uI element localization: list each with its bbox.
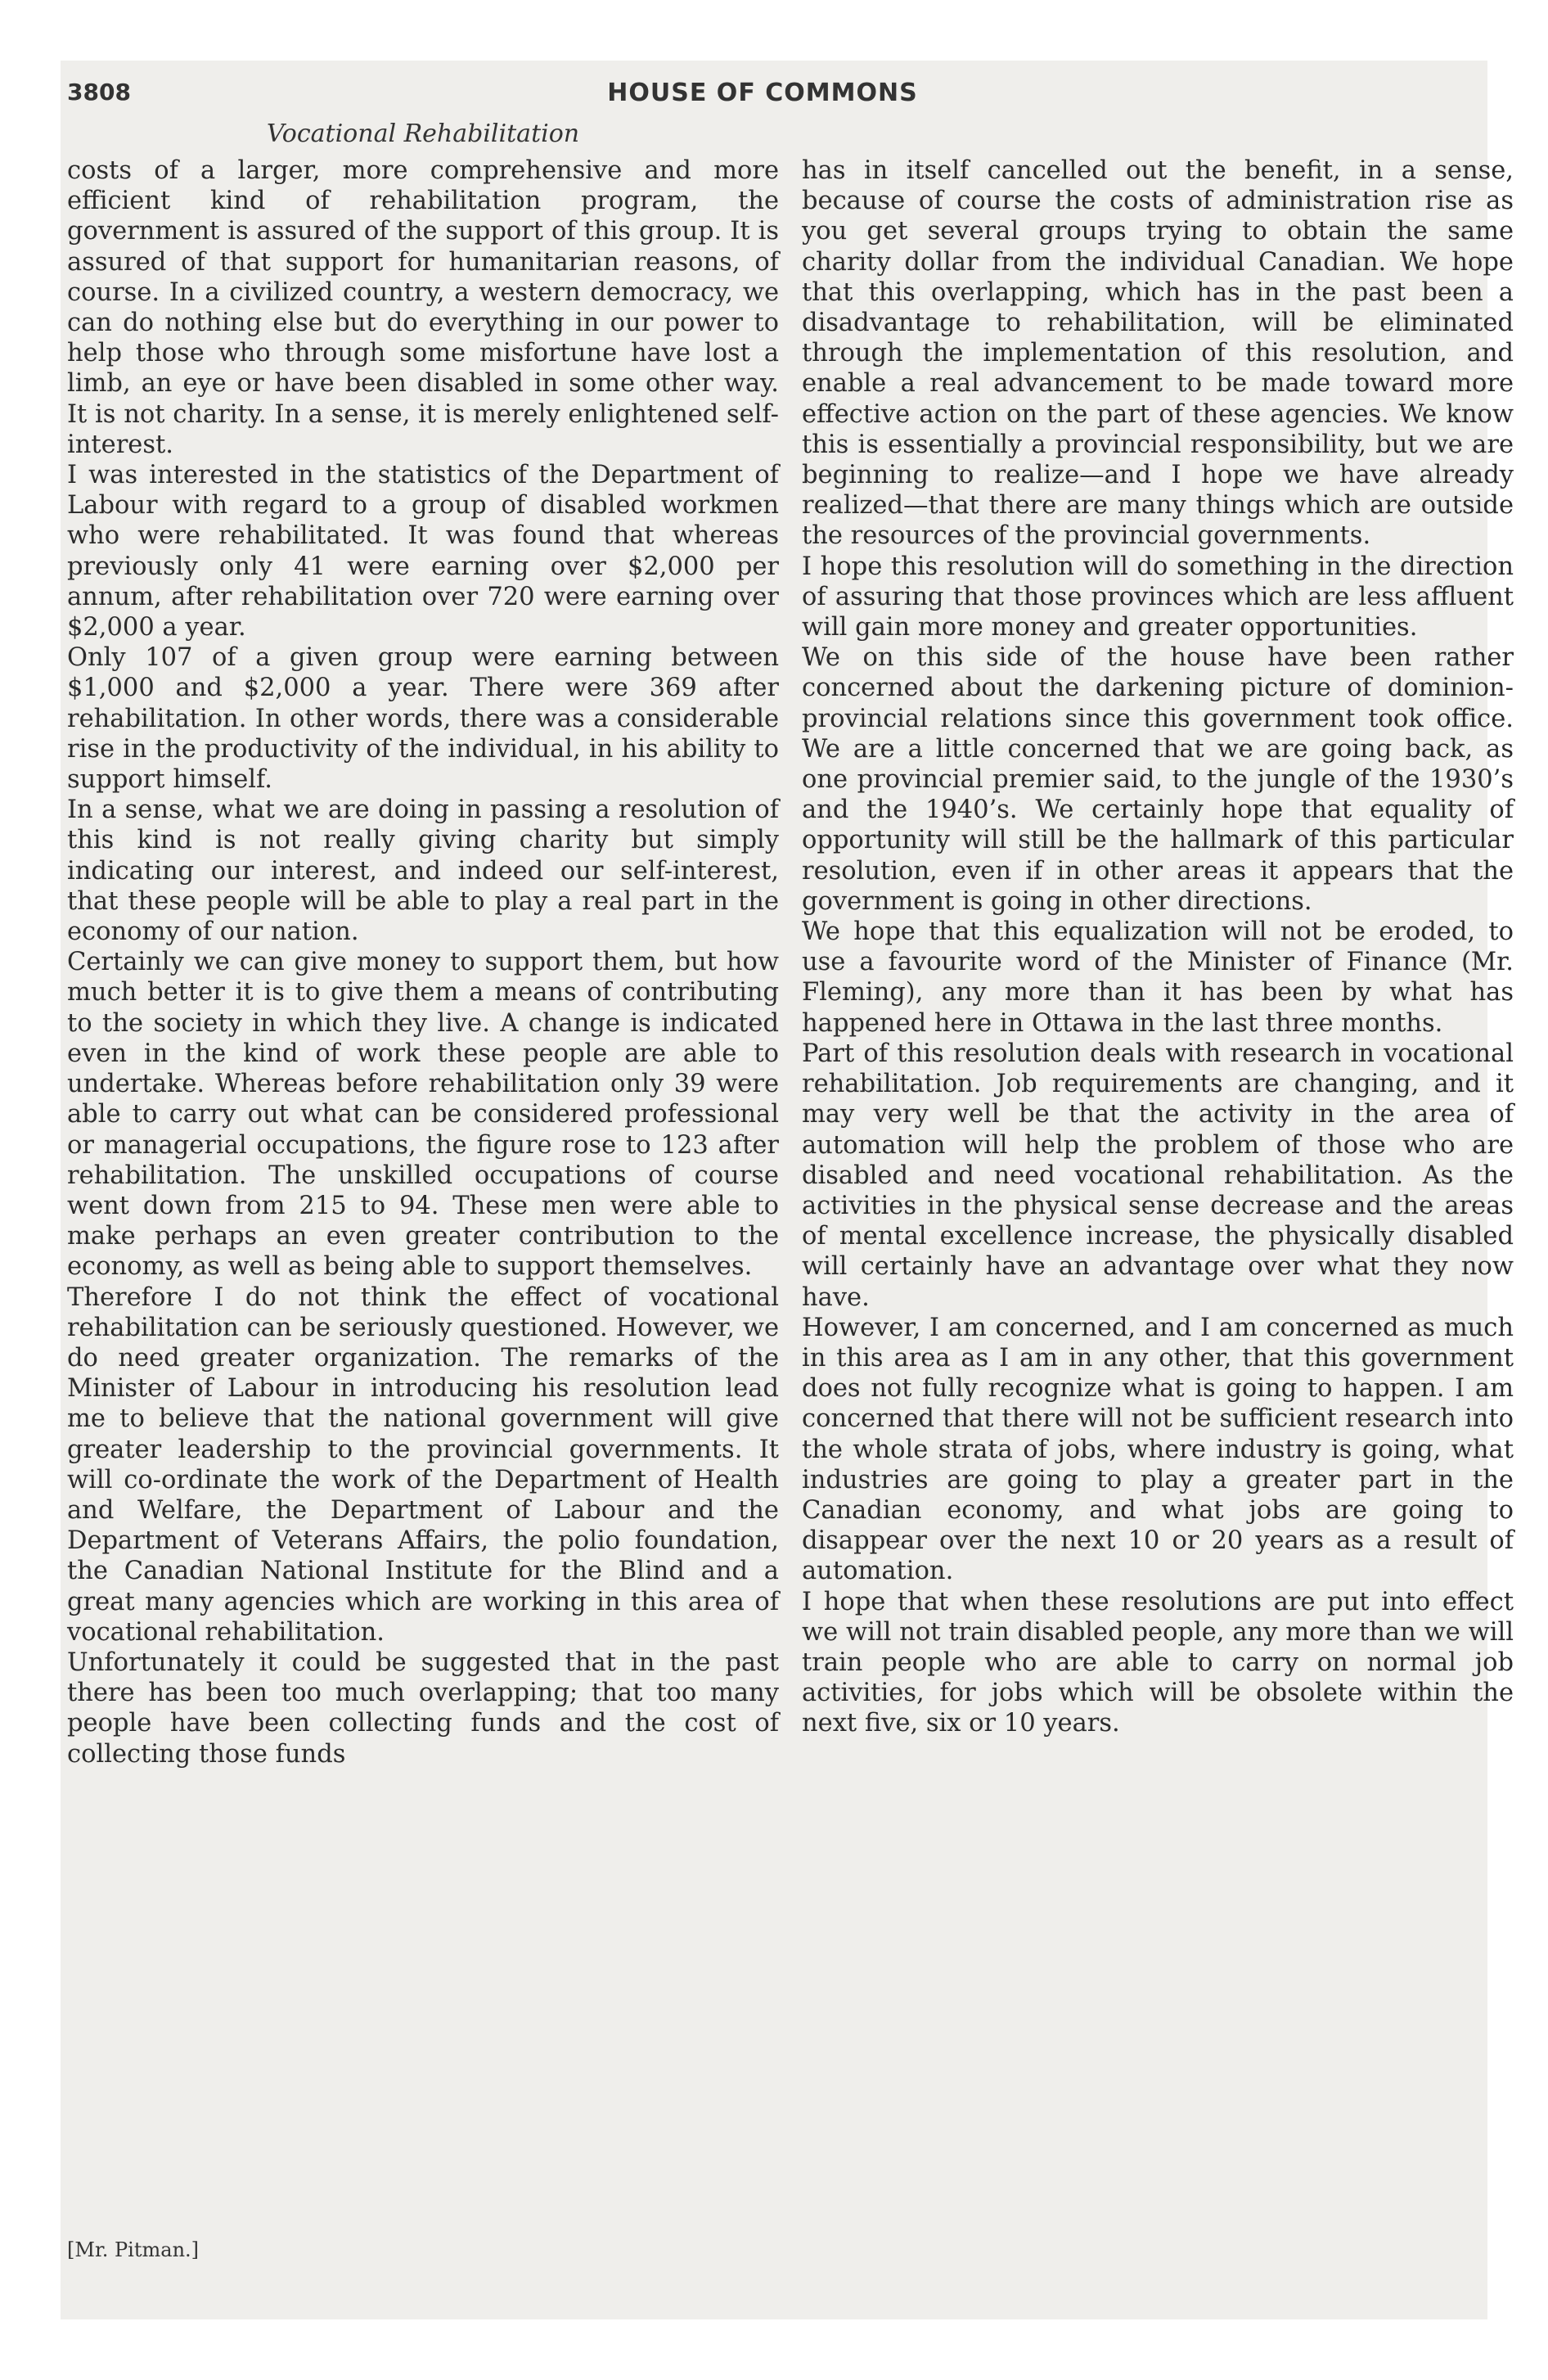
paragraph: costs of a larger, more comprehensive and more efficient kind of rehabilitation program, the government is assured of the support of this group. It is assured of that support for humanitarian reasons, of course. In a civilized country, a western democracy, we can do nothing else but do everything in our power to help those who through some misfortune have lost a limb, an eye or have been disabled in some other way. It is not charity. In a sense, it is merely enlightened self-interest. xyxy=(67,156,779,459)
speaker-attribution: [Mr. Pitman.] xyxy=(67,2238,200,2261)
paragraph: We hope that this equalization will not be eroded, to use a favourite word of the Minister of Finance (Mr. Fleming), any more than it has been by what has happened here in Ottawa in the last three months. xyxy=(802,917,1514,1038)
paragraph: Therefore I do not think the effect of vocational rehabilitation can be seriously questioned. However, we do need greater organization. The remarks of the Minister of Labour in introducing his resolution lead me to believe that the national government will give greater leadership to the provincial governments. It will co-ordinate the work of the Department of Health and Welfare, the Department of Labour and the Department of Veterans Affairs, the polio foundation, the Canadian National Institute for the Blind and a great many agencies which are working in this area of vocational rehabilitation. xyxy=(67,1282,779,1647)
paragraph: Only 107 of a given group were earning between $1,000 and $2,000 a year. There were 369 after rehabilitation. In other words, there was a considerable rise in the productivity of the individual, in his ability to support himself. xyxy=(67,643,779,795)
page-header xyxy=(67,79,1458,119)
section-subject: Vocational Rehabilitation xyxy=(266,119,580,148)
paragraph: Certainly we can give money to support them, but how much better it is to give them a means of contributing to the society in which they live. A change is indicated even in the kind of work these people are able to undertake. Whereas before rehabilitation only 39 were able to carry out what can be considered professional or managerial occupations, the figure rose to 123 after rehabilitation. The unskilled occupations of course went down from 215 to 94. These men were able to make perhaps an even greater contribution to the economy, as well as being able to support themselves. xyxy=(67,948,779,1282)
paragraph: Unfortunately it could be suggested that in the past there has been too much overlapping; that too many people have been collecting funds and the cost of collecting those funds xyxy=(67,1648,779,1769)
paragraph: Part of this resolution deals with research in vocational rehabilitation. Job requirements are changing, and it may very well be that the activity in the area of automation will help the problem of those who are disabled and need vocational rehabilitation. As the activities in the physical sense decrease and the areas of mental excellence increase, the physically disabled will certainly have an advantage over what they now have. xyxy=(802,1039,1514,1312)
page-number: 3808 xyxy=(67,79,131,106)
paragraph: I hope this resolution will do something in the direction of assuring that those provinces which are less affluent will gain more money and greater opportunities. xyxy=(802,552,1514,642)
paragraph: In a sense, what we are doing in passing a resolution of this kind is not really giving charity but simply indicating our interest, and indeed our self-interest, that these people will be able to play a real part in the economy of our nation. xyxy=(67,796,779,947)
running-head: HOUSE OF COMMONS xyxy=(607,79,918,107)
paragraph: I was interested in the statistics of the Department of Labour with regard to a group of disabled workmen who were rehabilitated. It was found that whereas previously only 41 were earning over $2,000 per annum, after rehabilitation over 720 were earning over $2,000 a year. xyxy=(67,461,779,642)
paragraph: However, I am concerned, and I am concerned as much in this area as I am in any other, that this government does not fully recognize what is going to happen. I am concerned that there will not be sufficient research into the whole strata of jobs, where industry is going, what industries are going to play a greater part in the Canadian economy, and what jobs are going to disappear over the next 10 or 20 years as a result of automation. xyxy=(802,1313,1514,1586)
left-column xyxy=(67,156,779,1769)
paragraph: We on this side of the house have been rather concerned about the darkening picture of dominion-provincial relations since this government took office. We are a little concerned that we are going back, as one provincial premier said, to the jungle of the 1930’s and the 1940’s. We certainly hope that equality of opportunity will still be the hallmark of this particular resolution, even if in other areas it appears that the government is going in other directions. xyxy=(802,643,1514,916)
paragraph: I hope that when these resolutions are put into effect we will not train disabled people, any more than we will train people who are able to carry on normal job activities, for jobs which will be obsolete within the next five, six or 10 years. xyxy=(802,1587,1514,1738)
paragraph: has in itself cancelled out the benefit, in a sense, because of course the costs of administration rise as you get several groups trying to obtain the same charity dollar from the individual Canadian. We hope that this overlapping, which has in the past been a disadvantage to rehabilitation, will be eliminated through the implementation of this resolution, and enable a real advancement to be made toward more effective action on the part of these agencies. We know this is essentially a provincial responsibility, but we are beginning to realize—and I hope we have already realized—that there are many things which are outside the resources of the provincial governments. xyxy=(802,156,1514,551)
right-column xyxy=(802,156,1514,1739)
